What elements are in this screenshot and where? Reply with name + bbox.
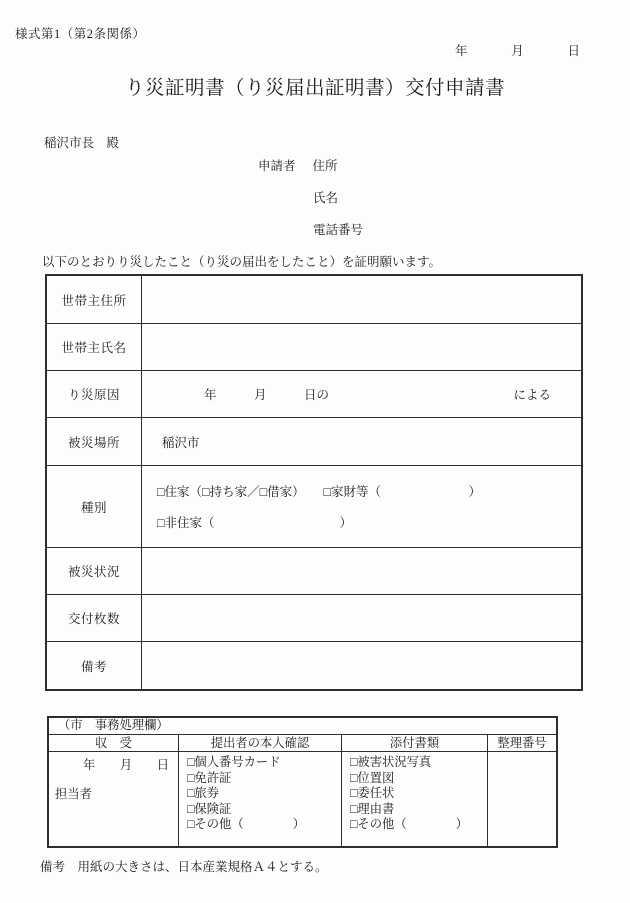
date-day-label: 日 — [567, 44, 580, 58]
staff-label: 担当者 — [55, 787, 92, 801]
row-input-area — [142, 466, 581, 547]
date-year-label: 年 — [455, 44, 468, 58]
row-input-area: 稲沢市 — [162, 435, 200, 450]
header-attachments: 添付書類 — [341, 735, 487, 752]
checkbox-option: □理由書 — [350, 801, 395, 816]
footer-note: 備考 用紙の大きさは、日本産業規格Ａ４とする。 — [40, 860, 328, 874]
header-receipt: 収 受 — [95, 736, 132, 750]
row-label: 備考 — [47, 642, 142, 689]
applicant-name-label: 氏名 — [313, 191, 339, 205]
row-label: 被災状況 — [47, 548, 142, 594]
checkbox-option: □免許証 — [187, 770, 232, 785]
office-processing-table — [47, 716, 558, 848]
receipt-date-blanks: 年 月 日 — [83, 758, 170, 772]
date-line — [455, 41, 580, 59]
attachment-check-list — [341, 752, 487, 846]
receipt-cell — [49, 752, 178, 846]
row-input-area — [142, 642, 581, 689]
table-row-issue-count — [47, 594, 581, 641]
applicant-address-label: 住所 — [312, 159, 338, 173]
serial-number-cell — [487, 752, 556, 846]
applicant-address-row — [258, 156, 338, 174]
header-serial-number: 整理番号 — [487, 735, 556, 752]
category-checkbox-line-nondwelling: □非住家（ ） — [157, 516, 353, 530]
form-code: 様式第1（第2条関係） — [15, 27, 146, 41]
table-row-householder-address — [47, 276, 581, 323]
checkbox-option: □その他（ ） — [350, 817, 469, 832]
office-table-body-row — [49, 752, 556, 846]
row-input-area — [142, 276, 581, 323]
office-table-title: （市 事務処理欄） — [58, 718, 169, 732]
applicant-prefix: 申請者 — [258, 159, 296, 173]
table-row-disaster-cause — [47, 370, 581, 417]
addressee: 稲沢市長 殿 — [44, 136, 120, 150]
table-row-disaster-place — [47, 417, 581, 465]
date-month-label: 月 — [511, 44, 524, 58]
row-input-area — [142, 548, 581, 594]
cause-date-blanks: 年 月 日の — [204, 388, 330, 402]
row-input-area — [142, 371, 581, 417]
category-checkbox-line-dwelling: □住家（□持ち家／□借家） □家財等（ ） — [157, 485, 481, 499]
row-label: 世帯主住所 — [47, 276, 142, 323]
checkbox-option: □委任状 — [350, 786, 395, 801]
table-row-householder-name — [47, 323, 581, 370]
row-label: り災原因 — [47, 371, 142, 417]
row-label: 世帯主氏名 — [47, 324, 142, 370]
checkbox-option: □その他（ ） — [187, 817, 306, 832]
row-input-area — [142, 595, 581, 641]
row-label: 交付枚数 — [47, 595, 142, 641]
checkbox-option: □保険証 — [187, 801, 232, 816]
table-row-category — [47, 465, 581, 547]
row-label: 被災場所 — [47, 418, 142, 465]
checkbox-option: □位置図 — [350, 770, 395, 785]
header-identity-check: 提出者の本人確認 — [178, 735, 341, 752]
intro-text: 以下のとおりり災したこと（り災の届出をしたこと）を証明願います。 — [42, 255, 442, 269]
identity-check-list — [178, 752, 341, 846]
checkbox-option: □個人番号カード — [187, 755, 281, 769]
checkbox-option: □被害状況写真 — [350, 755, 432, 769]
office-table-header-row — [49, 734, 556, 752]
row-input-area — [142, 324, 581, 370]
cause-suffix: による — [513, 388, 551, 402]
table-row-remarks — [47, 641, 581, 689]
checkbox-option: □旅券 — [187, 786, 220, 801]
table-row-damage-status — [47, 547, 581, 594]
applicant-phone-label: 電話番号 — [313, 223, 364, 237]
row-label: 種別 — [47, 466, 142, 547]
main-table — [45, 274, 583, 691]
page-title: り災証明書（り災届出証明書）交付申請書 — [124, 78, 505, 99]
